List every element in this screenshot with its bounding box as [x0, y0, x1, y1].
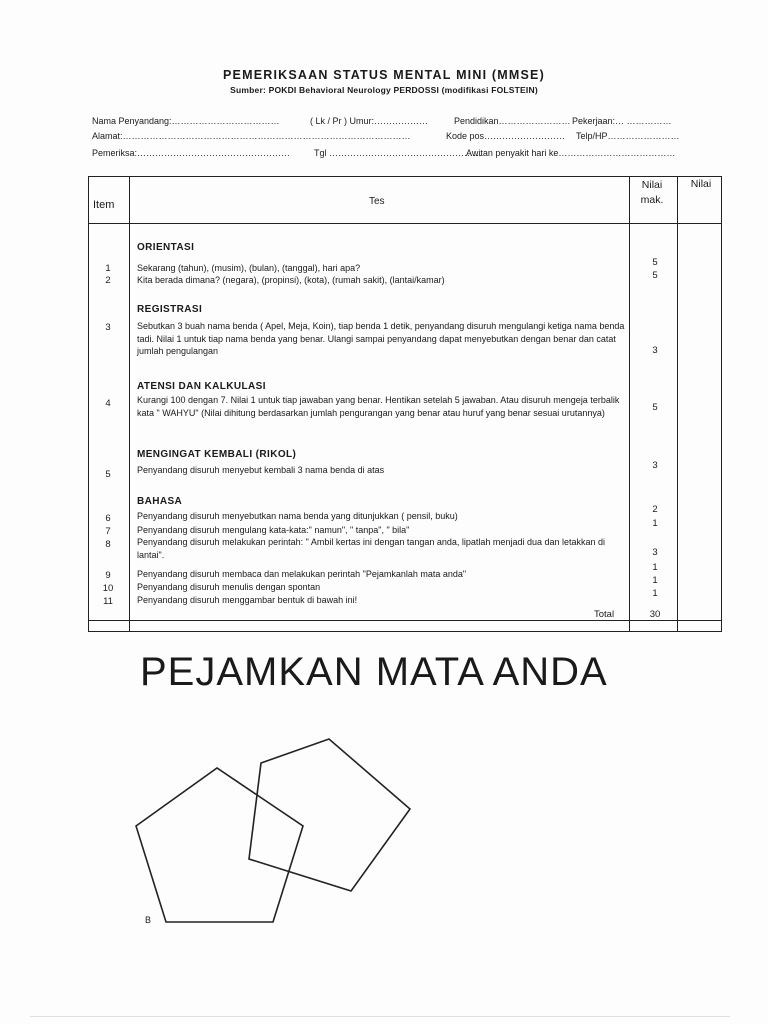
row-max-score: 1 — [652, 575, 658, 586]
row-number: 4 — [105, 398, 111, 409]
row-max-score: 3 — [652, 345, 658, 356]
corner-mark: B — [145, 915, 152, 925]
row-max-score: 1 — [652, 518, 658, 529]
section-atensi: ATENSI DAN KALKULASI — [137, 381, 266, 392]
occupation-field[interactable]: Pekerjaan:… …………… — [572, 116, 672, 126]
row-max-score: 5 — [652, 257, 658, 268]
row-test-text: Penyandang disuruh mengulang kata-kata:" namun", " tanpa", " bila" — [137, 525, 410, 535]
header-item: Item — [93, 199, 115, 211]
row-test-text: Penyandang disuruh menyebutkan nama benda yang ditunjukkan ( pensil, buku) — [137, 511, 458, 521]
postal-code-field[interactable]: Kode pos……………………… — [446, 131, 566, 141]
examiner-field[interactable]: Pemeriksa:…………………………………………… — [92, 148, 291, 158]
row-test-text: Penyandang disuruh menyebut kembali 3 nama benda di atas — [137, 465, 385, 475]
row-max-score: 5 — [652, 270, 658, 281]
pentagon-left — [136, 768, 303, 922]
row-max-score: 5 — [652, 402, 658, 413]
row-test-text: Penyandang disuruh membaca dan melakukan perintah "Pejamkanlah mata anda" — [137, 569, 467, 579]
header-score: Nilai — [690, 178, 712, 190]
row-max-score: 1 — [652, 588, 658, 599]
row-number: 10 — [102, 583, 114, 594]
section-orientasi: ORIENTASI — [137, 242, 195, 253]
address-field[interactable]: Alamat:…………………………………………………………………………………… — [92, 131, 411, 141]
row-number: 9 — [105, 570, 111, 581]
total-label: Total — [594, 609, 615, 620]
row-test-text: Kurangi 100 dengan 7. Nilai 1 untuk tiap jawaban yang benar. Hentikan setelah 5 jawaban. Atau disuruh mengeja terbalik kata " WAHYU" (Nilai dihitung berdasarkan jumlah pengurangan yang benar atau huruf yang benar sesuai urutannya) — [137, 395, 620, 418]
section-registrasi: REGISTRASI — [137, 304, 203, 315]
phone-field[interactable]: Telp/HP…………………… — [576, 131, 680, 141]
col-divider-test — [629, 177, 630, 631]
row-number: 6 — [105, 513, 111, 524]
row-number: 3 — [105, 322, 111, 333]
row-test-text: Sebutkan 3 buah nama benda ( Apel, Meja, Koin), tiap benda 1 detik, penyandang disuruh mengulangi ketiga nama benda tadi. Nilai 1 untuk tiap nama benda yang benar. Ulangi sampai penyandang dapat menyebutkan dengan benar dan catat jumlah pengulangan — [137, 321, 625, 356]
onset-day-field[interactable]: Awitan penyakit hari ke………………………………… — [466, 148, 676, 158]
section-bahasa: BAHASA — [137, 496, 183, 507]
total-divider — [89, 620, 721, 621]
header-divider — [89, 223, 721, 224]
mmse-table — [88, 176, 722, 632]
row-test-text: Penyandang disuruh menggambar bentuk di bawah ini! — [137, 595, 358, 605]
total-max-score: 30 — [649, 609, 661, 620]
row-max-score: 3 — [652, 547, 658, 558]
exam-date-field[interactable]: Tgl …………………………………………… — [314, 148, 483, 158]
row-test-text: Kita berada dimana? (negara), (propinsi), (kota), (rumah sakit), (lantai/kamar) — [137, 275, 445, 285]
form-source: Sumber: POKDI Behavioral Neurology PERDOSSI (modifikasi FOLSTEIN) — [230, 85, 538, 95]
row-number: 5 — [105, 469, 111, 480]
form-title: PEMERIKSAAN STATUS MENTAL MINI (MMSE) — [223, 68, 545, 82]
row-number: 8 — [105, 539, 111, 550]
row-test-text: Penyandang disuruh menulis dengan spontan — [137, 582, 321, 592]
row-test-text: Sekarang (tahun), (musim), (bulan), (tanggal), hari apa? — [137, 263, 361, 273]
row-number: 7 — [105, 526, 111, 537]
header-test: Tes — [369, 196, 385, 207]
page-bottom-edge — [30, 1016, 730, 1017]
row-max-score: 3 — [652, 460, 658, 471]
col-divider-item — [129, 177, 130, 631]
patient-name-field[interactable]: Nama Penyandang:……………………………… — [92, 116, 280, 126]
close-eyes-instruction: PEJAMKAN MATA ANDA — [140, 650, 608, 694]
intersecting-pentagons-figure — [120, 720, 420, 930]
row-max-score: 1 — [652, 562, 658, 573]
row-max-score: 2 — [652, 504, 658, 515]
section-mengingat: MENGINGAT KEMBALI (RIKOL) — [137, 449, 297, 460]
row-number: 11 — [103, 596, 113, 607]
row-number: 2 — [105, 275, 111, 286]
pentagon-right — [249, 739, 410, 891]
col-divider-max — [677, 177, 678, 631]
sex-age-field[interactable]: ( Lk / Pr ) Umur:……………… — [310, 116, 429, 126]
education-field[interactable]: Pendidikan…………………… — [454, 116, 571, 126]
row-test-text: Penyandang disuruh melakukan perintah: " Ambil kertas ini dengan tangan anda, lipatlah menjadi dua dan letakkan di lantai". — [137, 537, 606, 560]
row-number: 1 — [105, 263, 111, 274]
header-max-score: Nilai mak. — [640, 179, 664, 206]
